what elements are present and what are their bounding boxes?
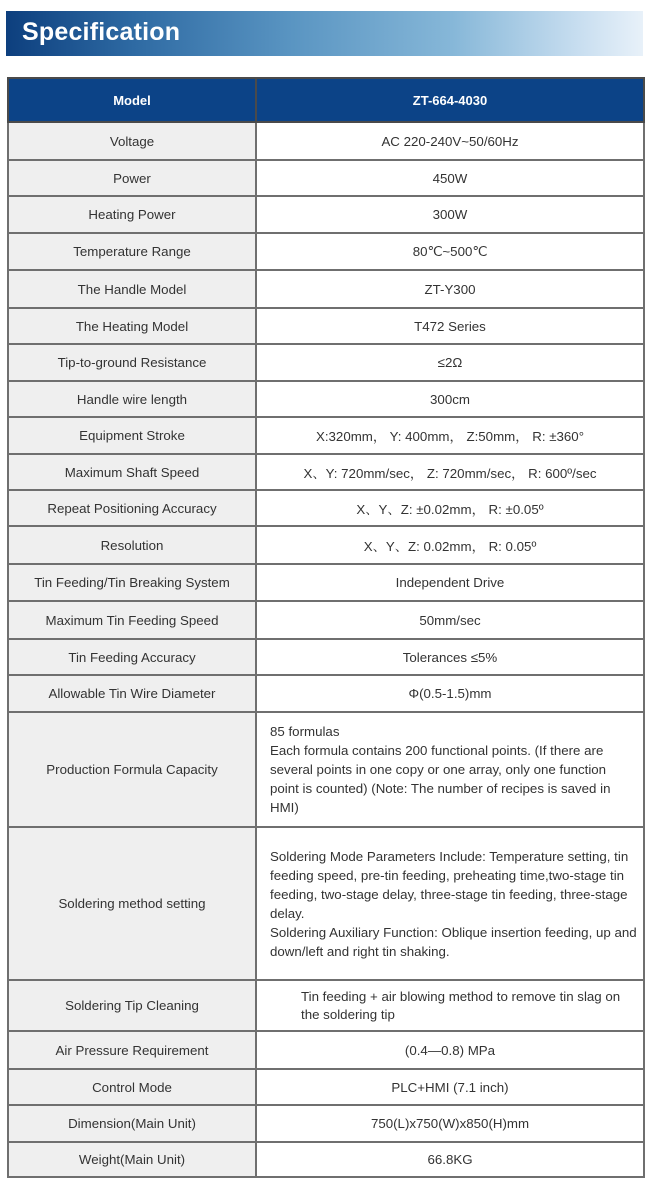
soldering-auxiliary-function: Soldering Auxiliary Function: Oblique insertion feeding, up and down/left and right tin shaking. [270, 924, 637, 959]
row-value [256, 712, 644, 827]
row-value: ≤2Ω [256, 344, 644, 381]
specification-banner [6, 11, 643, 56]
table-row [8, 1031, 644, 1069]
row-label: Equipment Stroke [8, 417, 256, 454]
row-value: ZT-Y300 [256, 270, 644, 308]
row-value: Tin feeding + air blowing method to remove tin slag on the soldering tip [256, 980, 644, 1031]
row-label: Soldering method setting [8, 827, 256, 980]
table-row [8, 564, 644, 601]
row-label: Air Pressure Requirement [8, 1031, 256, 1069]
row-label: Power [8, 160, 256, 196]
row-value: 750(L)x750(W)x850(H)mm [256, 1105, 644, 1142]
row-value: 300W [256, 196, 644, 233]
column-header-model-number: ZT-664-4030 [256, 78, 644, 122]
row-value: AC 220-240V~50/60Hz [256, 122, 644, 160]
row-label: Resolution [8, 526, 256, 564]
table-row [8, 344, 644, 381]
table-row [8, 827, 644, 980]
table-row [8, 454, 644, 490]
row-label: Tip-to-ground Resistance [8, 344, 256, 381]
row-label: Maximum Shaft Speed [8, 454, 256, 490]
row-value: T472 Series [256, 308, 644, 344]
specification-table [7, 77, 645, 1178]
table-row [8, 270, 644, 308]
formula-detail: Each formula contains 200 functional points. (If there are several points in one copy or one array, only one function point is counted) (Note: The number of recipes is saved in HMI) [270, 743, 611, 815]
row-value: Tolerances ≤5% [256, 639, 644, 675]
table-header-row [8, 78, 644, 122]
row-label: Production Formula Capacity [8, 712, 256, 827]
table-row [8, 980, 644, 1031]
row-value [256, 827, 644, 980]
row-label: Voltage [8, 122, 256, 160]
row-value: X:320mm， Y: 400mm， Z:50mm， R: ±360° [256, 417, 644, 454]
row-value: Φ(0.5-1.5)mm [256, 675, 644, 712]
table-row [8, 233, 644, 270]
row-value: Independent Drive [256, 564, 644, 601]
row-label: Tin Feeding/Tin Breaking System [8, 564, 256, 601]
row-value: 80℃~500℃ [256, 233, 644, 270]
table-row [8, 675, 644, 712]
row-label: Repeat Positioning Accuracy [8, 490, 256, 526]
row-value: 66.8KG [256, 1142, 644, 1177]
table-row [8, 639, 644, 675]
row-value: 50mm/sec [256, 601, 644, 639]
row-value: X、Y: 720mm/sec， Z: 720mm/sec， R: 600º/sec [256, 454, 644, 490]
row-label: Handle wire length [8, 381, 256, 417]
row-label: Allowable Tin Wire Diameter [8, 675, 256, 712]
row-label: Control Mode [8, 1069, 256, 1105]
row-label: Heating Power [8, 196, 256, 233]
table-row [8, 1105, 644, 1142]
table-row [8, 196, 644, 233]
table-row [8, 1069, 644, 1105]
table-row [8, 526, 644, 564]
table-row [8, 308, 644, 344]
row-label: Dimension(Main Unit) [8, 1105, 256, 1142]
row-value: 300cm [256, 381, 644, 417]
table-row [8, 601, 644, 639]
table-row [8, 417, 644, 454]
row-label: Soldering Tip Cleaning [8, 980, 256, 1031]
formula-count: 85 formulas [270, 724, 340, 739]
row-label: Temperature Range [8, 233, 256, 270]
page-title: Specification [22, 18, 181, 46]
table-row [8, 122, 644, 160]
table-row [8, 1142, 644, 1177]
row-value: X、Y、Z: ±0.02mm， R: ±0.05º [256, 490, 644, 526]
row-value: (0.4—0.8) MPa [256, 1031, 644, 1069]
row-label: The Handle Model [8, 270, 256, 308]
soldering-mode-parameters: Soldering Mode Parameters Include: Temperature setting, tin feeding speed, pre-tin feeding, preheating time,two-stage tin feeding, two-stage delay, three-stage tin feeding, three-stage delay. [270, 848, 629, 921]
row-value: PLC+HMI (7.1 inch) [256, 1069, 644, 1105]
table-row [8, 712, 644, 827]
table-row [8, 490, 644, 526]
row-label: Weight(Main Unit) [8, 1142, 256, 1177]
table-row [8, 381, 644, 417]
row-value: X、Y、Z: 0.02mm， R: 0.05º [256, 526, 644, 564]
column-header-model: Model [8, 78, 256, 122]
row-label: Maximum Tin Feeding Speed [8, 601, 256, 639]
row-label: The Heating Model [8, 308, 256, 344]
table-row [8, 160, 644, 196]
row-value: 450W [256, 160, 644, 196]
row-label: Tin Feeding Accuracy [8, 639, 256, 675]
